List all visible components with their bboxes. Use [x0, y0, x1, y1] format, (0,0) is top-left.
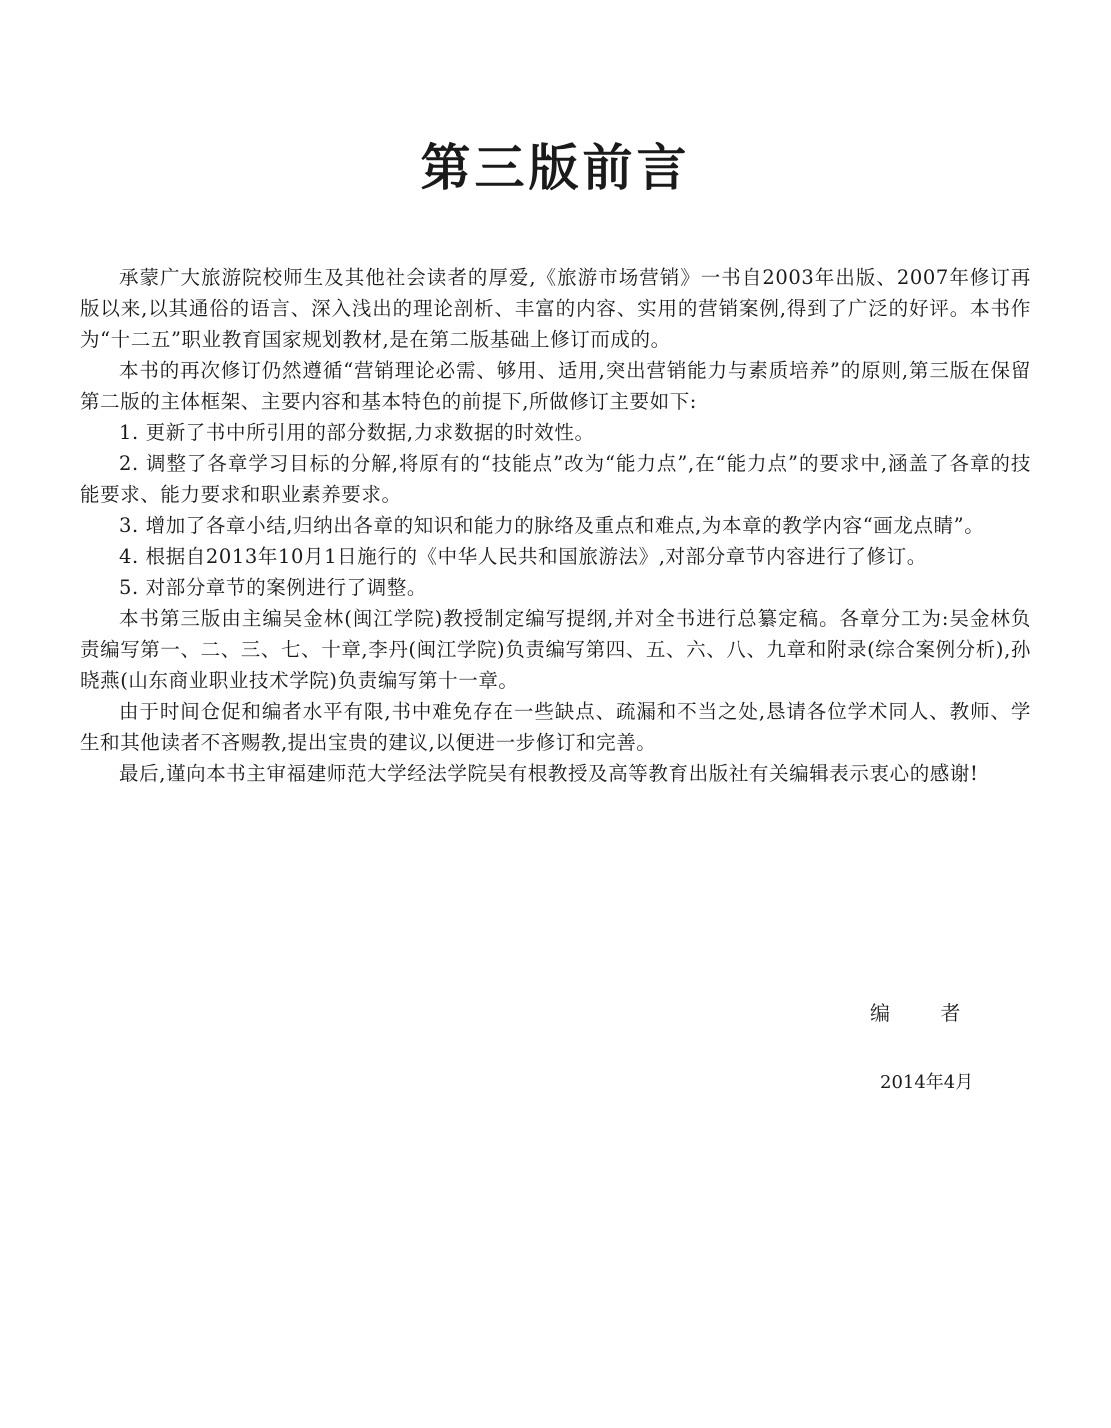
preface-body	[80, 262, 1031, 789]
list-item-revision-1: 1. 更新了书中所引用的部分数据,力求数据的时效性。	[119, 421, 595, 444]
paragraph-apology: 由于时间仓促和编者水平有限,书中难免存在一些缺点、疏漏和不当之处,恳请各位学术同人、教师、学生和其他读者不吝赐教,提出宝贵的建议,以便进一步修订和完善。	[80, 700, 1031, 754]
list-item-revision-2: 2. 调整了各章学习目标的分解,将原有的“技能点”改为“能力点”,在“能力点”的要求中,涵盖了各章的技能要求、能力要求和职业素养要求。	[80, 452, 1031, 506]
page-title: 第三版前言	[420, 139, 691, 197]
paragraph-revision-principle: 本书的再次修订仍然遵循“营销理论必需、够用、适用,突出营销能力与素质培养”的原则,第三版在保留第二版的主体框架、主要内容和基本特色的前提下,所做修订主要如下:	[80, 359, 1031, 413]
paragraph-authors: 本书第三版由主编吴金林(闽江学院)教授制定编写提纲,并对全书进行总纂定稿。各章分工为:吴金林负责编写第一、二、三、七、十章,李丹(闽江学院)负责编写第四、五、六、八、九章和附录(综合案例分析),孙晓燕(山东商业职业技术学院)负责编写第十一章。	[80, 607, 1031, 692]
date: 2014年4月	[880, 1072, 974, 1093]
list-item-revision-3: 3. 增加了各章小结,归纳出各章的知识和能力的脉络及重点和难点,为本章的教学内容“画龙点睛”。	[119, 514, 985, 537]
paragraph-intro: 承蒙广大旅游院校师生及其他社会读者的厚爱,《旅游市场营销》一书自2003年出版、2007年修订再版以来,以其通俗的语言、深入浅出的理论剖析、丰富的内容、实用的营销案例,得到了广泛的好评。本书作为“十二五”职业教育国家规划教材,是在第二版基础上修订而成的。	[80, 266, 1031, 351]
list-item-revision-5: 5. 对部分章节的案例进行了调整。	[119, 576, 428, 599]
signature: 编 者	[870, 1001, 983, 1025]
list-item-revision-4: 4. 根据自2013年10月1日施行的《中华人民共和国旅游法》,对部分章节内容进行了修订。	[119, 545, 927, 568]
paragraph-thanks: 最后,谨向本书主审福建师范大学经法学院吴有根教授及高等教育出版社有关编辑表示衷心的感谢!	[119, 762, 979, 785]
